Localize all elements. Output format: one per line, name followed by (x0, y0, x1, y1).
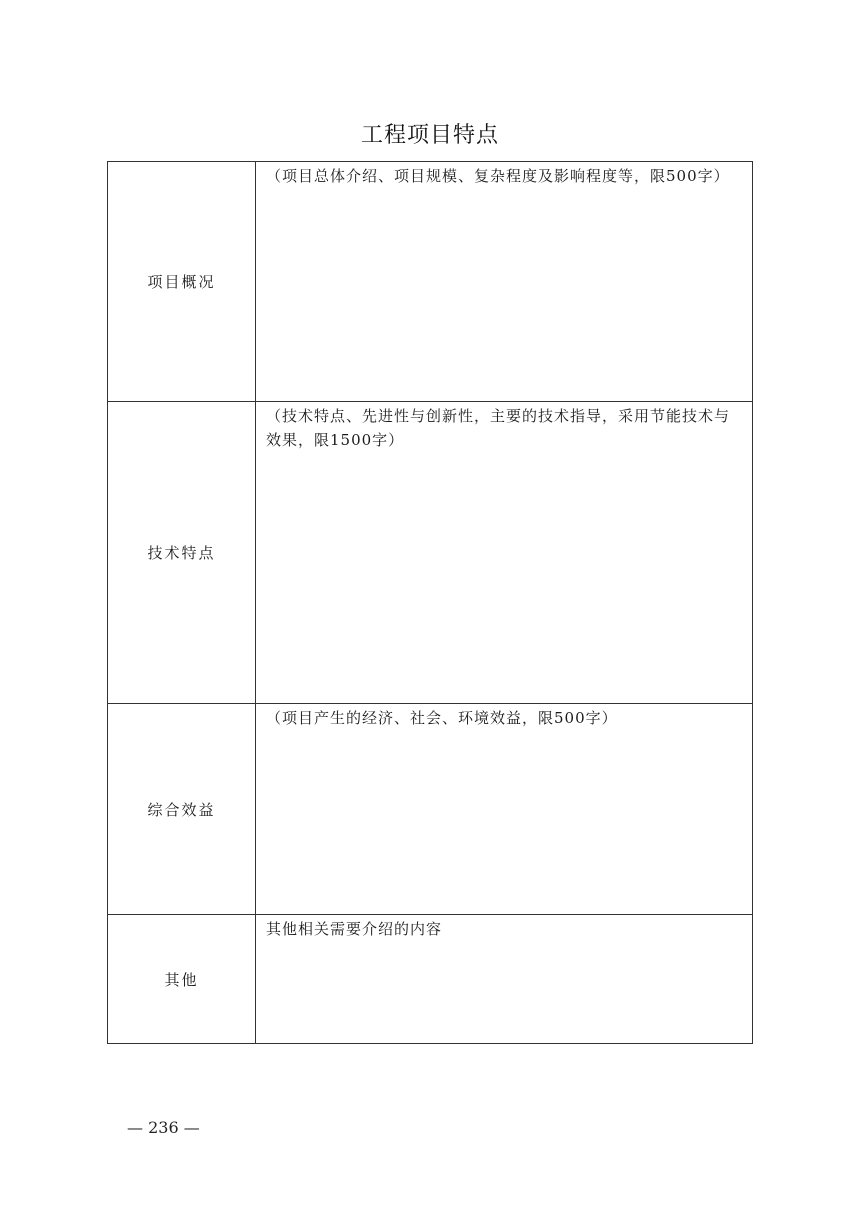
page-number: — 236 — (127, 1118, 200, 1137)
content-field-other[interactable]: 其他相关需要介绍的内容 (256, 915, 753, 1044)
content-field-benefits[interactable]: （项目产生的经济、社会、环境效益，限500字） (256, 704, 753, 915)
table-row-overview (108, 162, 753, 402)
content-field-technical[interactable]: （技术特点、先进性与创新性，主要的技术指导，采用节能技术与效果，限1500字） (256, 402, 753, 704)
content-field-overview[interactable]: （项目总体介绍、项目规模、复杂程度及影响程度等，限500字） (256, 162, 753, 402)
row-label-overview: 项目概况 (108, 162, 256, 402)
page-title: 工程项目特点 (360, 123, 499, 148)
row-label-technical: 技术特点 (108, 402, 256, 704)
table-row-benefits (108, 704, 753, 915)
table-row-technical (108, 402, 753, 704)
project-features-table (107, 161, 753, 1044)
row-label-other: 其他 (108, 915, 256, 1044)
table-row-other (108, 915, 753, 1044)
row-label-benefits: 综合效益 (108, 704, 256, 915)
